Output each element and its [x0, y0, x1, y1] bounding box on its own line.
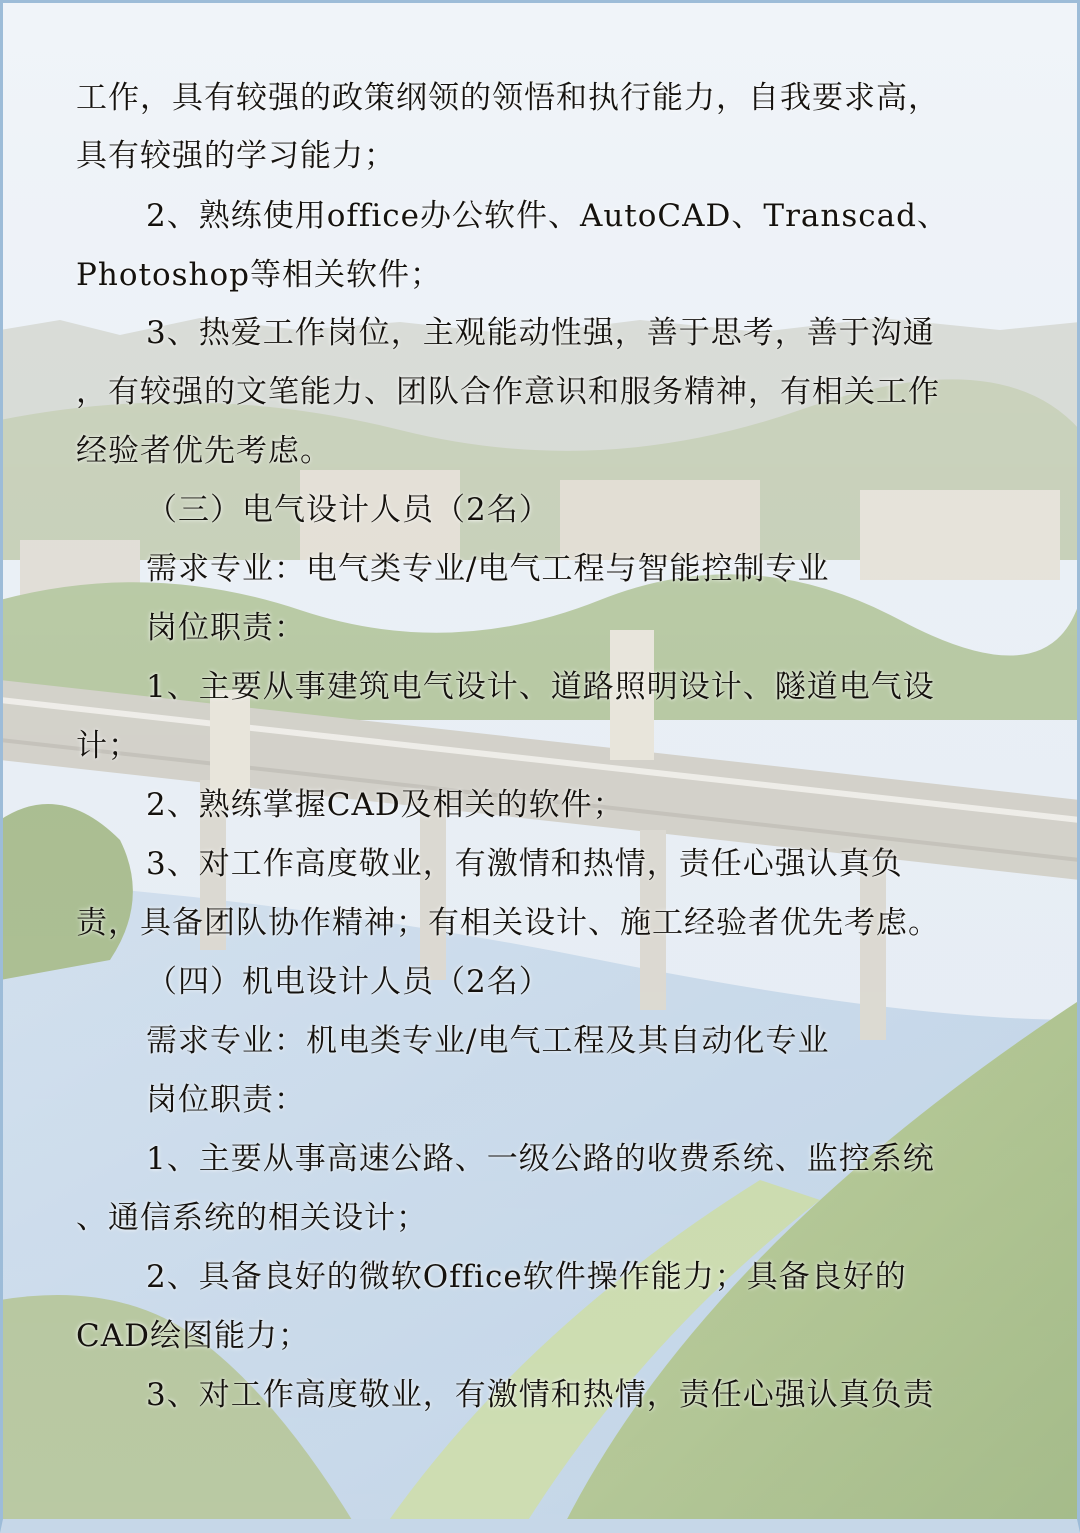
text-line: 需求专业：机电类专业/电气工程及其自动化专业: [146, 1023, 830, 1059]
text-line: 具有较强的学习能力；: [76, 138, 396, 174]
text-line: CAD绘图能力；: [76, 1318, 310, 1354]
text-line: 岗位职责：: [146, 1082, 306, 1118]
section-heading: （三）电气设计人员（2名）: [146, 492, 551, 528]
text-line: 3、对工作高度敬业，有激情和热情，责任心强认真负责: [146, 1377, 935, 1413]
text-line: 1、主要从事建筑电气设计、道路照明设计、隧道电气设: [146, 669, 935, 705]
section-heading: （四）机电设计人员（2名）: [146, 964, 551, 1000]
text-line: 岗位职责：: [146, 610, 306, 646]
text-line: 1、主要从事高速公路、一级公路的收费系统、监控系统: [146, 1141, 935, 1177]
text-line: 计；: [76, 728, 140, 764]
text-line: 工作，具有较强的政策纲领的领悟和执行能力，自我要求高，: [76, 80, 940, 116]
text-line: 2、熟练掌握CAD及相关的软件；: [146, 787, 625, 823]
text-line: 需求专业：电气类专业/电气工程与智能控制专业: [146, 551, 830, 587]
text-line: 2、具备良好的微软Office软件操作能力；具备良好的: [146, 1259, 907, 1295]
text-line: ，有较强的文笔能力、团队合作意识和服务精神，有相关工作: [76, 374, 940, 410]
text-line: 3、热爱工作岗位，主观能动性强，善于思考，善于沟通: [146, 315, 935, 351]
text-line: Photoshop等相关软件；: [76, 257, 442, 293]
text-line: 责，具备团队协作精神；有相关设计、施工经验者优先考虑。: [76, 905, 940, 941]
text-line: 2、熟练使用office办公软件、AutoCAD、Transcad、: [146, 198, 949, 234]
text-line: 、通信系统的相关设计；: [76, 1200, 428, 1236]
text-line: 经验者优先考虑。: [76, 433, 332, 469]
text-line: 3、对工作高度敬业，有激情和热情，责任心强认真负: [146, 846, 903, 882]
